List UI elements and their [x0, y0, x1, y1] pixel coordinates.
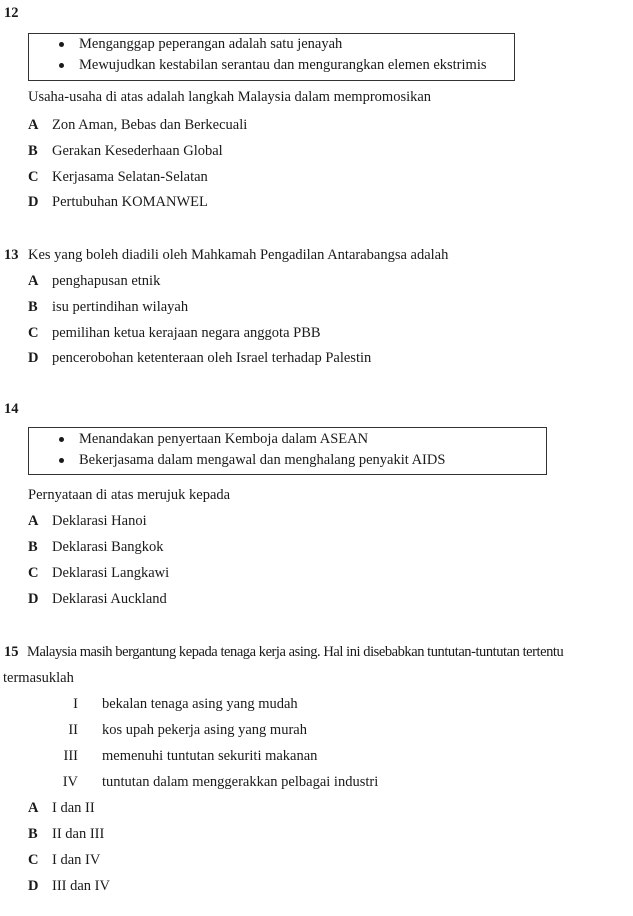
- statement-box: [28, 33, 515, 81]
- option-text: Zon Aman, Bebas dan Berkecuali: [52, 117, 248, 133]
- option-text: II dan III: [52, 826, 105, 842]
- option-text: Gerakan Kesederhaan Global: [52, 143, 223, 159]
- option-text: I dan IV: [52, 852, 101, 868]
- option-text: isu pertindihan wilayah: [52, 299, 189, 315]
- option-letter: B: [28, 143, 38, 159]
- option-text: pencerobohan ketenteraan oleh Israel terhadap Palestin: [52, 350, 372, 366]
- option-letter: D: [28, 878, 39, 894]
- option-letter: B: [28, 539, 38, 555]
- option-text: III dan IV: [52, 878, 110, 894]
- bullet-icon: [59, 42, 64, 47]
- option-text: pemilihan ketua kerajaan negara anggota PBB: [52, 325, 321, 341]
- option-letter: C: [28, 565, 39, 581]
- option-letter: C: [28, 325, 39, 341]
- option-text: Pertubuhan KOMANWEL: [52, 194, 208, 210]
- roman-numeral: IV: [62, 774, 78, 790]
- option-letter: C: [28, 169, 39, 185]
- question-stem: Usaha-usaha di atas adalah langkah Malaysia dalam mempromosikan: [28, 89, 432, 105]
- statement: Bekerjasama dalam mengawal dan menghalang penyakit AIDS: [79, 452, 446, 468]
- option-text: I dan II: [52, 800, 95, 816]
- question-number: 12: [4, 5, 19, 21]
- option-text: Deklarasi Langkawi: [52, 565, 170, 581]
- option-letter: D: [28, 350, 39, 366]
- option-letter: A: [28, 800, 39, 816]
- statement-text: tuntutan dalam menggerakkan pelbagai industri: [102, 774, 379, 790]
- statement: Mewujudkan kestabilan serantau dan mengurangkan elemen ekstrimis: [79, 57, 487, 73]
- statement-text: memenuhi tuntutan sekuriti makanan: [102, 748, 318, 764]
- option-text: Deklarasi Hanoi: [52, 513, 147, 529]
- statement-text: kos upah pekerja asing yang murah: [102, 722, 307, 738]
- question-number: 15: [4, 644, 19, 660]
- question-number: 14: [4, 401, 19, 417]
- statement-text: bekalan tenaga asing yang mudah: [102, 696, 298, 712]
- statement-box: [28, 427, 547, 475]
- option-text: Deklarasi Auckland: [52, 591, 167, 607]
- option-text: Kerjasama Selatan-Selatan: [52, 169, 208, 185]
- bullet-icon: [59, 437, 64, 442]
- roman-numeral: III: [63, 748, 78, 764]
- option-letter: B: [28, 826, 38, 842]
- option-letter: A: [28, 513, 39, 529]
- question-number: 13: [4, 247, 19, 263]
- question-stem: Pernyataan di atas merujuk kepada: [28, 487, 231, 503]
- question-stem: Kes yang boleh diadili oleh Mahkamah Pengadilan Antarabangsa adalah: [28, 247, 449, 263]
- question-stem-continued: termasuklah: [3, 670, 74, 686]
- option-letter: B: [28, 299, 38, 315]
- option-text: Deklarasi Bangkok: [52, 539, 164, 555]
- option-letter: D: [28, 194, 39, 210]
- bullet-icon: [59, 63, 64, 68]
- option-letter: D: [28, 591, 39, 607]
- statement: Menganggap peperangan adalah satu jenayah: [79, 36, 343, 52]
- bullet-icon: [59, 458, 64, 463]
- roman-numeral: I: [73, 696, 78, 712]
- question-stem: Malaysia masih bergantung kepada tenaga kerja asing. Hal ini disebabkan tuntutan-tuntutan tertentu: [27, 644, 564, 660]
- statement: Menandakan penyertaan Kemboja dalam ASEAN: [79, 431, 369, 447]
- option-letter: A: [28, 273, 39, 289]
- option-letter: A: [28, 117, 39, 133]
- option-text: penghapusan etnik: [52, 273, 161, 289]
- option-letter: C: [28, 852, 39, 868]
- roman-numeral: II: [68, 722, 78, 738]
